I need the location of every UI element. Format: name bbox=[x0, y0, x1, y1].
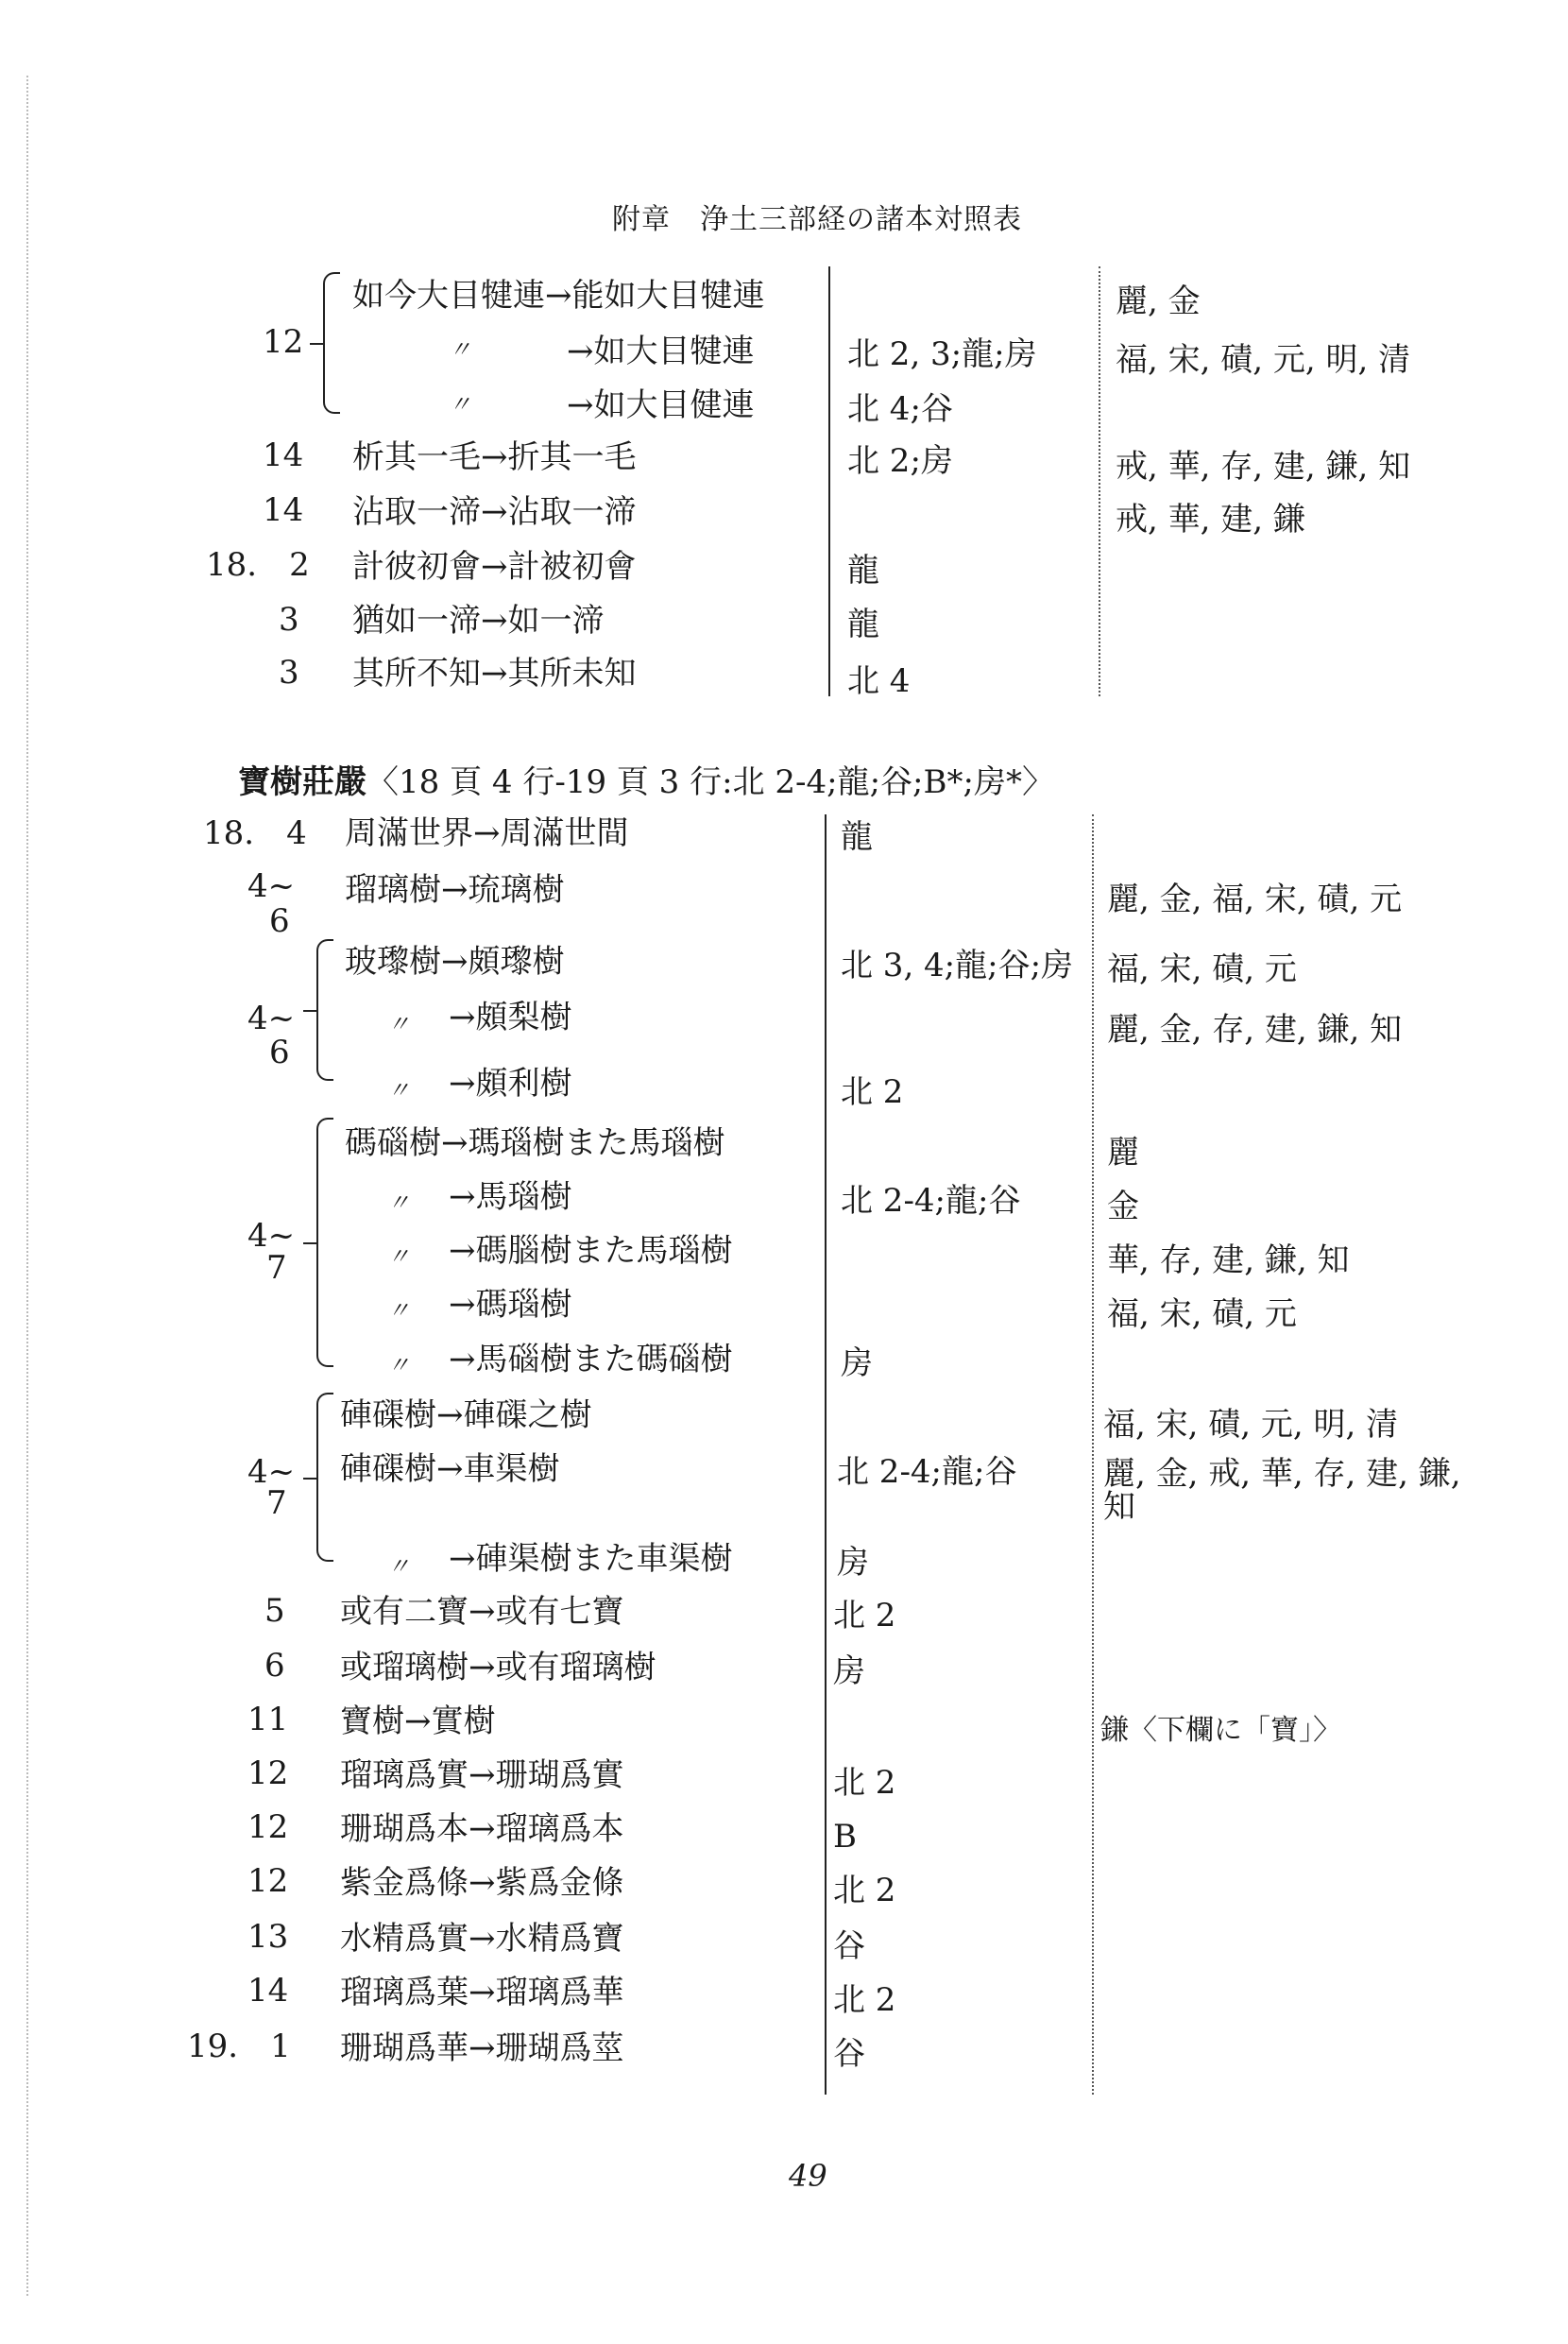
entry-text: 周滿世界→周滿世間 bbox=[345, 814, 629, 852]
entry-col2: 龍 bbox=[847, 552, 879, 590]
entry-col3: 福, 宋, 磧, 元 bbox=[1107, 950, 1297, 988]
line-number: 18. 2 bbox=[206, 546, 310, 584]
entry-col2: 北 4 bbox=[847, 662, 911, 700]
entry-text: 析其一毛→折其一毛 bbox=[352, 438, 637, 476]
ditto-mark: 〃 bbox=[387, 1297, 410, 1324]
section-title: 寶樹莊嚴 bbox=[238, 763, 366, 801]
entry-text: 其所不知→其所未知 bbox=[352, 655, 637, 693]
line-number: 12 bbox=[247, 1754, 289, 1792]
ditto-mark: 〃 bbox=[449, 336, 471, 363]
line-number: 4~ bbox=[247, 867, 296, 905]
column-divider-1 bbox=[828, 266, 830, 696]
entry-col3: 戒, 華, 建, 鎌 bbox=[1116, 501, 1305, 539]
entry-col2: 房 bbox=[833, 1652, 865, 1690]
ditto-mark: 〃 bbox=[387, 1352, 410, 1378]
line-number: 3 bbox=[279, 601, 299, 639]
entry-text: 紫金爲條→紫爲金條 bbox=[340, 1864, 624, 1902]
entry-text: 瑠璃爲葉→瑠璃爲華 bbox=[340, 1974, 624, 2011]
line-number-end: 7 bbox=[266, 1249, 287, 1287]
entry-text: 珊瑚爲華→珊瑚爲莖 bbox=[340, 2029, 624, 2067]
entry-text: 瑠璃樹→琉璃樹 bbox=[345, 871, 565, 909]
variant-brace bbox=[316, 1393, 333, 1562]
entry-text: 硨磲樹→硨磲之樹 bbox=[340, 1396, 592, 1434]
entry-col2: 北 2-4;龍;谷 bbox=[841, 1182, 1021, 1220]
entry-col3: 麗, 金 bbox=[1116, 282, 1201, 320]
entry-col3: 麗, 金, 存, 建, 鎌, 知 bbox=[1107, 1011, 1403, 1049]
entry-text: →碼腦樹また馬瑙樹 bbox=[449, 1232, 733, 1270]
entry-col3: 麗 bbox=[1107, 1134, 1139, 1172]
page-number: 49 bbox=[789, 2158, 827, 2194]
ditto-mark: 〃 bbox=[387, 1553, 410, 1580]
entry-col2: 北 3, 4;龍;谷;房 bbox=[841, 947, 1074, 984]
entry-text: 或瑠璃樹→或有瑠璃樹 bbox=[340, 1649, 656, 1686]
entry-col3: 鎌〈下欄に「寶」〉 bbox=[1100, 1714, 1341, 1747]
entry-col2: B bbox=[833, 1818, 857, 1856]
entry-text: →硨渠樹また車渠樹 bbox=[449, 1540, 733, 1578]
entry-text: 硨磲樹→車渠樹 bbox=[340, 1450, 560, 1488]
entry-text: 瑠璃爲實→珊瑚爲實 bbox=[340, 1756, 624, 1794]
entry-col3: 麗, 金, 福, 宋, 磧, 元 bbox=[1107, 881, 1403, 918]
line-number: 13 bbox=[247, 1918, 289, 1956]
entry-text: →頗利樹 bbox=[449, 1065, 572, 1103]
entry-col2: 北 2 bbox=[833, 1872, 896, 1909]
entry-col3: 戒, 華, 存, 建, 鎌, 知 bbox=[1116, 448, 1411, 486]
line-number-end: 6 bbox=[269, 902, 290, 940]
line-number: 4~ bbox=[247, 1453, 296, 1491]
line-number: 19. 1 bbox=[187, 2027, 291, 2065]
entry-text: 或有二寶→或有七寶 bbox=[340, 1593, 624, 1631]
entry-text: →頗梨樹 bbox=[449, 999, 572, 1036]
entry-col2: 谷 bbox=[833, 2035, 865, 2073]
entry-col3: 福, 宋, 磧, 元 bbox=[1107, 1295, 1297, 1333]
line-number: 14 bbox=[263, 436, 304, 474]
column-divider-1 bbox=[825, 814, 827, 2095]
entry-text: 水精爲實→水精爲寶 bbox=[340, 1920, 624, 1958]
line-number: 14 bbox=[247, 1972, 289, 2010]
entry-text: →碼瑙樹 bbox=[449, 1286, 572, 1324]
variant-brace bbox=[316, 939, 333, 1081]
ditto-mark: 〃 bbox=[387, 1011, 410, 1037]
entry-text: 如今大目犍連→能如大目犍連 bbox=[352, 277, 765, 315]
entry-col3: 麗, 金, 戒, 華, 存, 建, 鎌, bbox=[1103, 1455, 1461, 1493]
entry-text: 碼碯樹→瑪瑙樹また馬瑙樹 bbox=[345, 1124, 725, 1162]
ditto-mark: 〃 bbox=[387, 1189, 410, 1216]
line-number: 6 bbox=[264, 1647, 285, 1685]
ditto-mark: 〃 bbox=[449, 391, 471, 418]
entry-col2: 北 2 bbox=[833, 1764, 896, 1802]
entry-col3: 福, 宋, 磧, 元, 明, 清 bbox=[1103, 1406, 1399, 1444]
line-number: 3 bbox=[279, 654, 299, 692]
ditto-mark: 〃 bbox=[387, 1243, 410, 1270]
variant-brace bbox=[323, 272, 340, 414]
line-number: 4~ bbox=[247, 1217, 296, 1255]
entry-col3-continued: 知 bbox=[1103, 1488, 1135, 1526]
entry-col2: 北 2 bbox=[841, 1073, 904, 1111]
entry-text: →馬碯樹また碼碯樹 bbox=[449, 1341, 733, 1378]
entry-col2: 房 bbox=[841, 1344, 873, 1382]
line-number: 14 bbox=[263, 491, 304, 529]
column-divider-2 bbox=[1099, 266, 1100, 696]
entry-text: 寶樹→實樹 bbox=[340, 1702, 496, 1740]
entry-col3: 金 bbox=[1107, 1188, 1139, 1225]
entry-col2: 北 2, 3;龍;房 bbox=[847, 335, 1037, 373]
entry-text: 玻瓈樹→頗瓈樹 bbox=[345, 943, 565, 981]
line-number: 12 bbox=[263, 323, 304, 361]
entry-col2: 房 bbox=[837, 1544, 869, 1582]
entry-col2: 北 4;谷 bbox=[847, 390, 953, 428]
column-divider-2 bbox=[1092, 814, 1094, 2095]
entry-col2: 龍 bbox=[841, 818, 873, 856]
line-number: 4~ bbox=[247, 1000, 296, 1037]
line-number: 12 bbox=[247, 1808, 289, 1846]
line-number: 11 bbox=[247, 1701, 289, 1738]
entry-col3: 福, 宋, 磧, 元, 明, 清 bbox=[1116, 341, 1411, 379]
line-number-end: 7 bbox=[266, 1484, 287, 1522]
ditto-mark: 〃 bbox=[387, 1077, 410, 1104]
entry-col2: 北 2;房 bbox=[847, 442, 953, 480]
entry-col2: 谷 bbox=[833, 1927, 865, 1965]
variant-brace bbox=[316, 1118, 333, 1367]
section-heading bbox=[238, 763, 1054, 801]
entry-text: 沾取一渧→沾取一渧 bbox=[352, 493, 637, 531]
line-number-end: 6 bbox=[269, 1034, 290, 1071]
line-number: 5 bbox=[264, 1592, 285, 1630]
entry-text: →如大目犍連 bbox=[567, 333, 755, 370]
section-reference: 〈18 頁 4 行-19 頁 3 行:北 2-4;龍;谷;B*;房*〉 bbox=[366, 763, 1054, 801]
scan-edge-dots bbox=[26, 76, 28, 2296]
entry-col2: 北 2 bbox=[833, 1981, 896, 2019]
entry-text: →馬瑙樹 bbox=[449, 1178, 572, 1216]
entry-text: 珊瑚爲本→瑠璃爲本 bbox=[340, 1810, 624, 1848]
entry-col3: 華, 存, 建, 鎌, 知 bbox=[1107, 1241, 1350, 1279]
entry-text: 計彼初會→計被初會 bbox=[352, 548, 637, 586]
entry-col2: 北 2 bbox=[833, 1597, 896, 1634]
entry-text: 猶如一渧→如一渧 bbox=[352, 602, 605, 640]
running-header: 附章 浄土三部経の諸本対照表 bbox=[612, 203, 1022, 236]
entry-col2: 北 2-4;龍;谷 bbox=[837, 1453, 1017, 1491]
entry-col2: 龍 bbox=[847, 606, 879, 643]
line-number: 12 bbox=[247, 1862, 289, 1900]
entry-text: →如大目健連 bbox=[567, 386, 755, 424]
line-number: 18. 4 bbox=[203, 814, 307, 852]
